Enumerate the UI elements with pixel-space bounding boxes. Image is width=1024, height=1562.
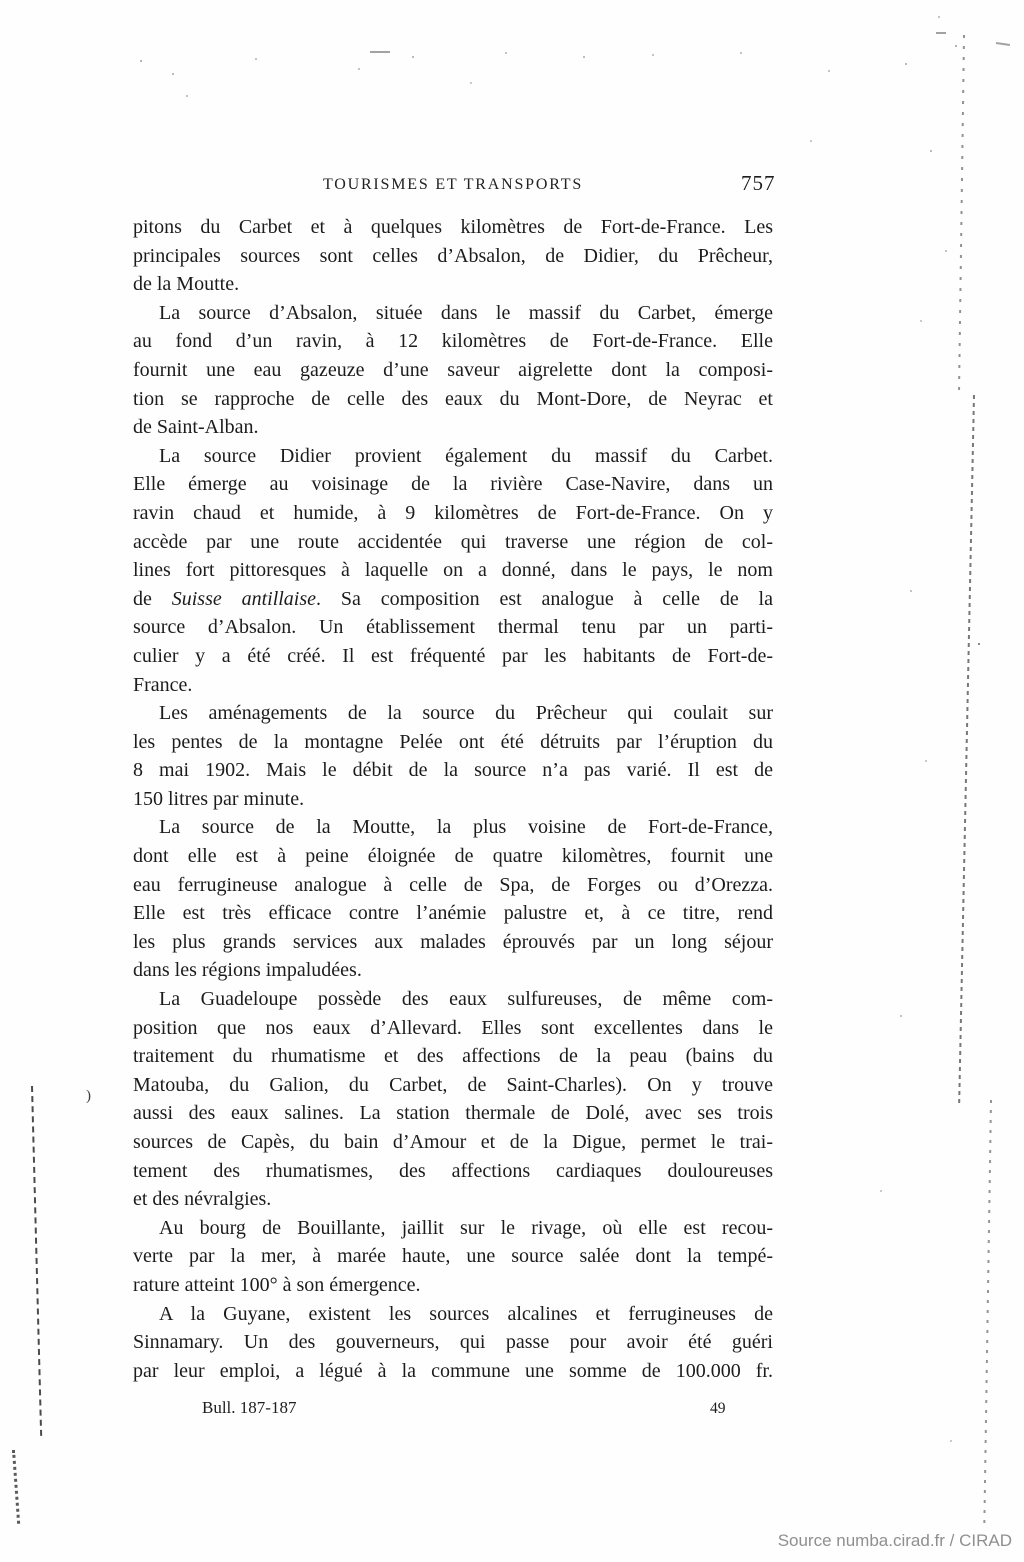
text-line: tement des rhumatismes, des affections cardiaques douloureuses (133, 1159, 773, 1182)
text-line: tion se rapproche de celle des eaux du Mont-Dore, de Neyrac et (133, 387, 773, 410)
text-line: traitement du rhumatisme et des affections de la peau (bains du (133, 1045, 773, 1068)
text-line: 8 mai 1902. Mais le débit de la source n’a pas varié. Il est de (133, 759, 773, 782)
text-line: France. (133, 673, 193, 696)
scan-artifact-left-scratch-lower (12, 1450, 20, 1524)
text-line: fournit une eau gazeuze d’une saveur aigrelette dont la composi- (133, 358, 773, 381)
text-line: position que nos eaux d’Allevard. Elles sont excellentes dans le (133, 1016, 773, 1039)
text-line: La Guadeloupe possède des eaux sulfureuses, de même com- (159, 988, 773, 1011)
text-line: Elle est très efficace contre l’anémie palustre et, à ce titre, rend (133, 902, 773, 925)
line-fragment: de (133, 587, 172, 610)
text-line: pitons du Carbet et à quelques kilomètres de Fort-de-France. Les (133, 216, 773, 238)
text-line: sources de Capès, du bain d’Amour et de la Digue, permet le trai- (133, 1131, 773, 1153)
scan-artifact-paren-mark: ) (86, 1088, 91, 1104)
text-line: Matouba, du Galion, du Carbet, de Saint-Charles). On y trouve (133, 1073, 773, 1096)
text-line: ravin chaud et humide, à 9 kilomètres de Fort-de-France. On y (133, 501, 773, 524)
scan-artifact-right-edge-noise (958, 35, 965, 395)
text-line: lines fort pittoresques à laquelle on a donné, dans le pays, le nom (133, 559, 773, 582)
text-line: accède par une route accidentée qui traverse une région de col- (133, 530, 773, 553)
scan-artifact-right-edge-noise (958, 395, 975, 1105)
text-line: les plus grands services aux malades éprouvés par un long séjour (133, 930, 773, 953)
text-line: eau ferrugineuse analogue à celle de Spa, de Forges ou d’Orezza. (133, 873, 773, 896)
text-line: dans les régions impaludées. (133, 959, 362, 982)
text-line: par leur emploi, a légué à la commune une somme de 100.000 fr. (133, 1359, 773, 1382)
text-line: verte par la mer, à marée haute, une source salée dont la tempé- (133, 1245, 773, 1268)
text-line: source d’Absalon. Un établissement thermal tenu par un parti- (133, 616, 773, 639)
line-fragment: . Sa composition est analogue à celle de la (316, 587, 773, 610)
text-line: principales sources sont celles d’Absalon, de Didier, du Prêcheur, (133, 244, 773, 267)
text-line: Sinnamary. Un des gouverneurs, qui passe pour avoir été guéri (133, 1331, 773, 1354)
scan-artifact-specks (0, 0, 2, 2)
page-number: 757 (741, 171, 776, 195)
text-line: rature atteint 100° à son émergence. (133, 1273, 421, 1296)
text-line: aussi des eaux salines. La station thermale de Dolé, avec ses trois (133, 1102, 773, 1125)
text-line (133, 585, 773, 614)
body-text (133, 213, 773, 1385)
text-line: dont elle est à peine éloignée de quatre kilomètres, fournit une (133, 845, 773, 868)
footer-bulletin-reference: Bull. 187-187 (202, 1398, 297, 1417)
watermark-credit: Source numba.cirad.fr / CIRAD (777, 1531, 1012, 1550)
text-line: culier y a été créé. Il est fréquenté par les habitants de Fort-de- (133, 644, 773, 667)
footer-signature-number: 49 (710, 1400, 726, 1417)
text-line: Les aménagements de la source du Prêcheur qui coulait sur (159, 702, 773, 725)
italic-phrase: Suisse antillaise (171, 587, 317, 610)
text-line: et des névralgies. (133, 1188, 272, 1211)
text-line: de Saint-Alban. (133, 416, 259, 439)
text-line: La source de la Moutte, la plus voisine de Fort-de-France, (159, 816, 773, 839)
scan-artifact-dash (370, 51, 390, 53)
text-line: 150 litres par minute. (133, 787, 305, 810)
running-title: TOURISMES ET TRANSPORTS (322, 176, 584, 193)
text-line: Au bourg de Bouillante, jaillit sur le rivage, où elle est recou- (159, 1216, 773, 1239)
text-line: Elle émerge au voisinage de la rivière Case-Navire, dans un (133, 473, 773, 496)
scan-artifact-dash (936, 32, 946, 34)
scan-artifact-left-scratch (31, 1086, 42, 1436)
text-line: La source Didier provient également du massif du Carbet. (159, 444, 773, 467)
text-line: au fond d’un ravin, à 12 kilomètres de Fort-de-France. Elle (133, 330, 773, 353)
text-line: de la Moutte. (133, 273, 240, 296)
text-line: La source d’Absalon, située dans le massif du Carbet, émerge (159, 301, 773, 324)
text-line: les pentes de la montagne Pelée ont été détruits par l’éruption du (133, 730, 773, 753)
text-line: A la Guyane, existent les sources alcalines et ferrugineuses de (159, 1302, 773, 1325)
scan-artifact-dash (996, 42, 1010, 45)
scan-artifact-right-edge-noise (983, 1100, 992, 1530)
